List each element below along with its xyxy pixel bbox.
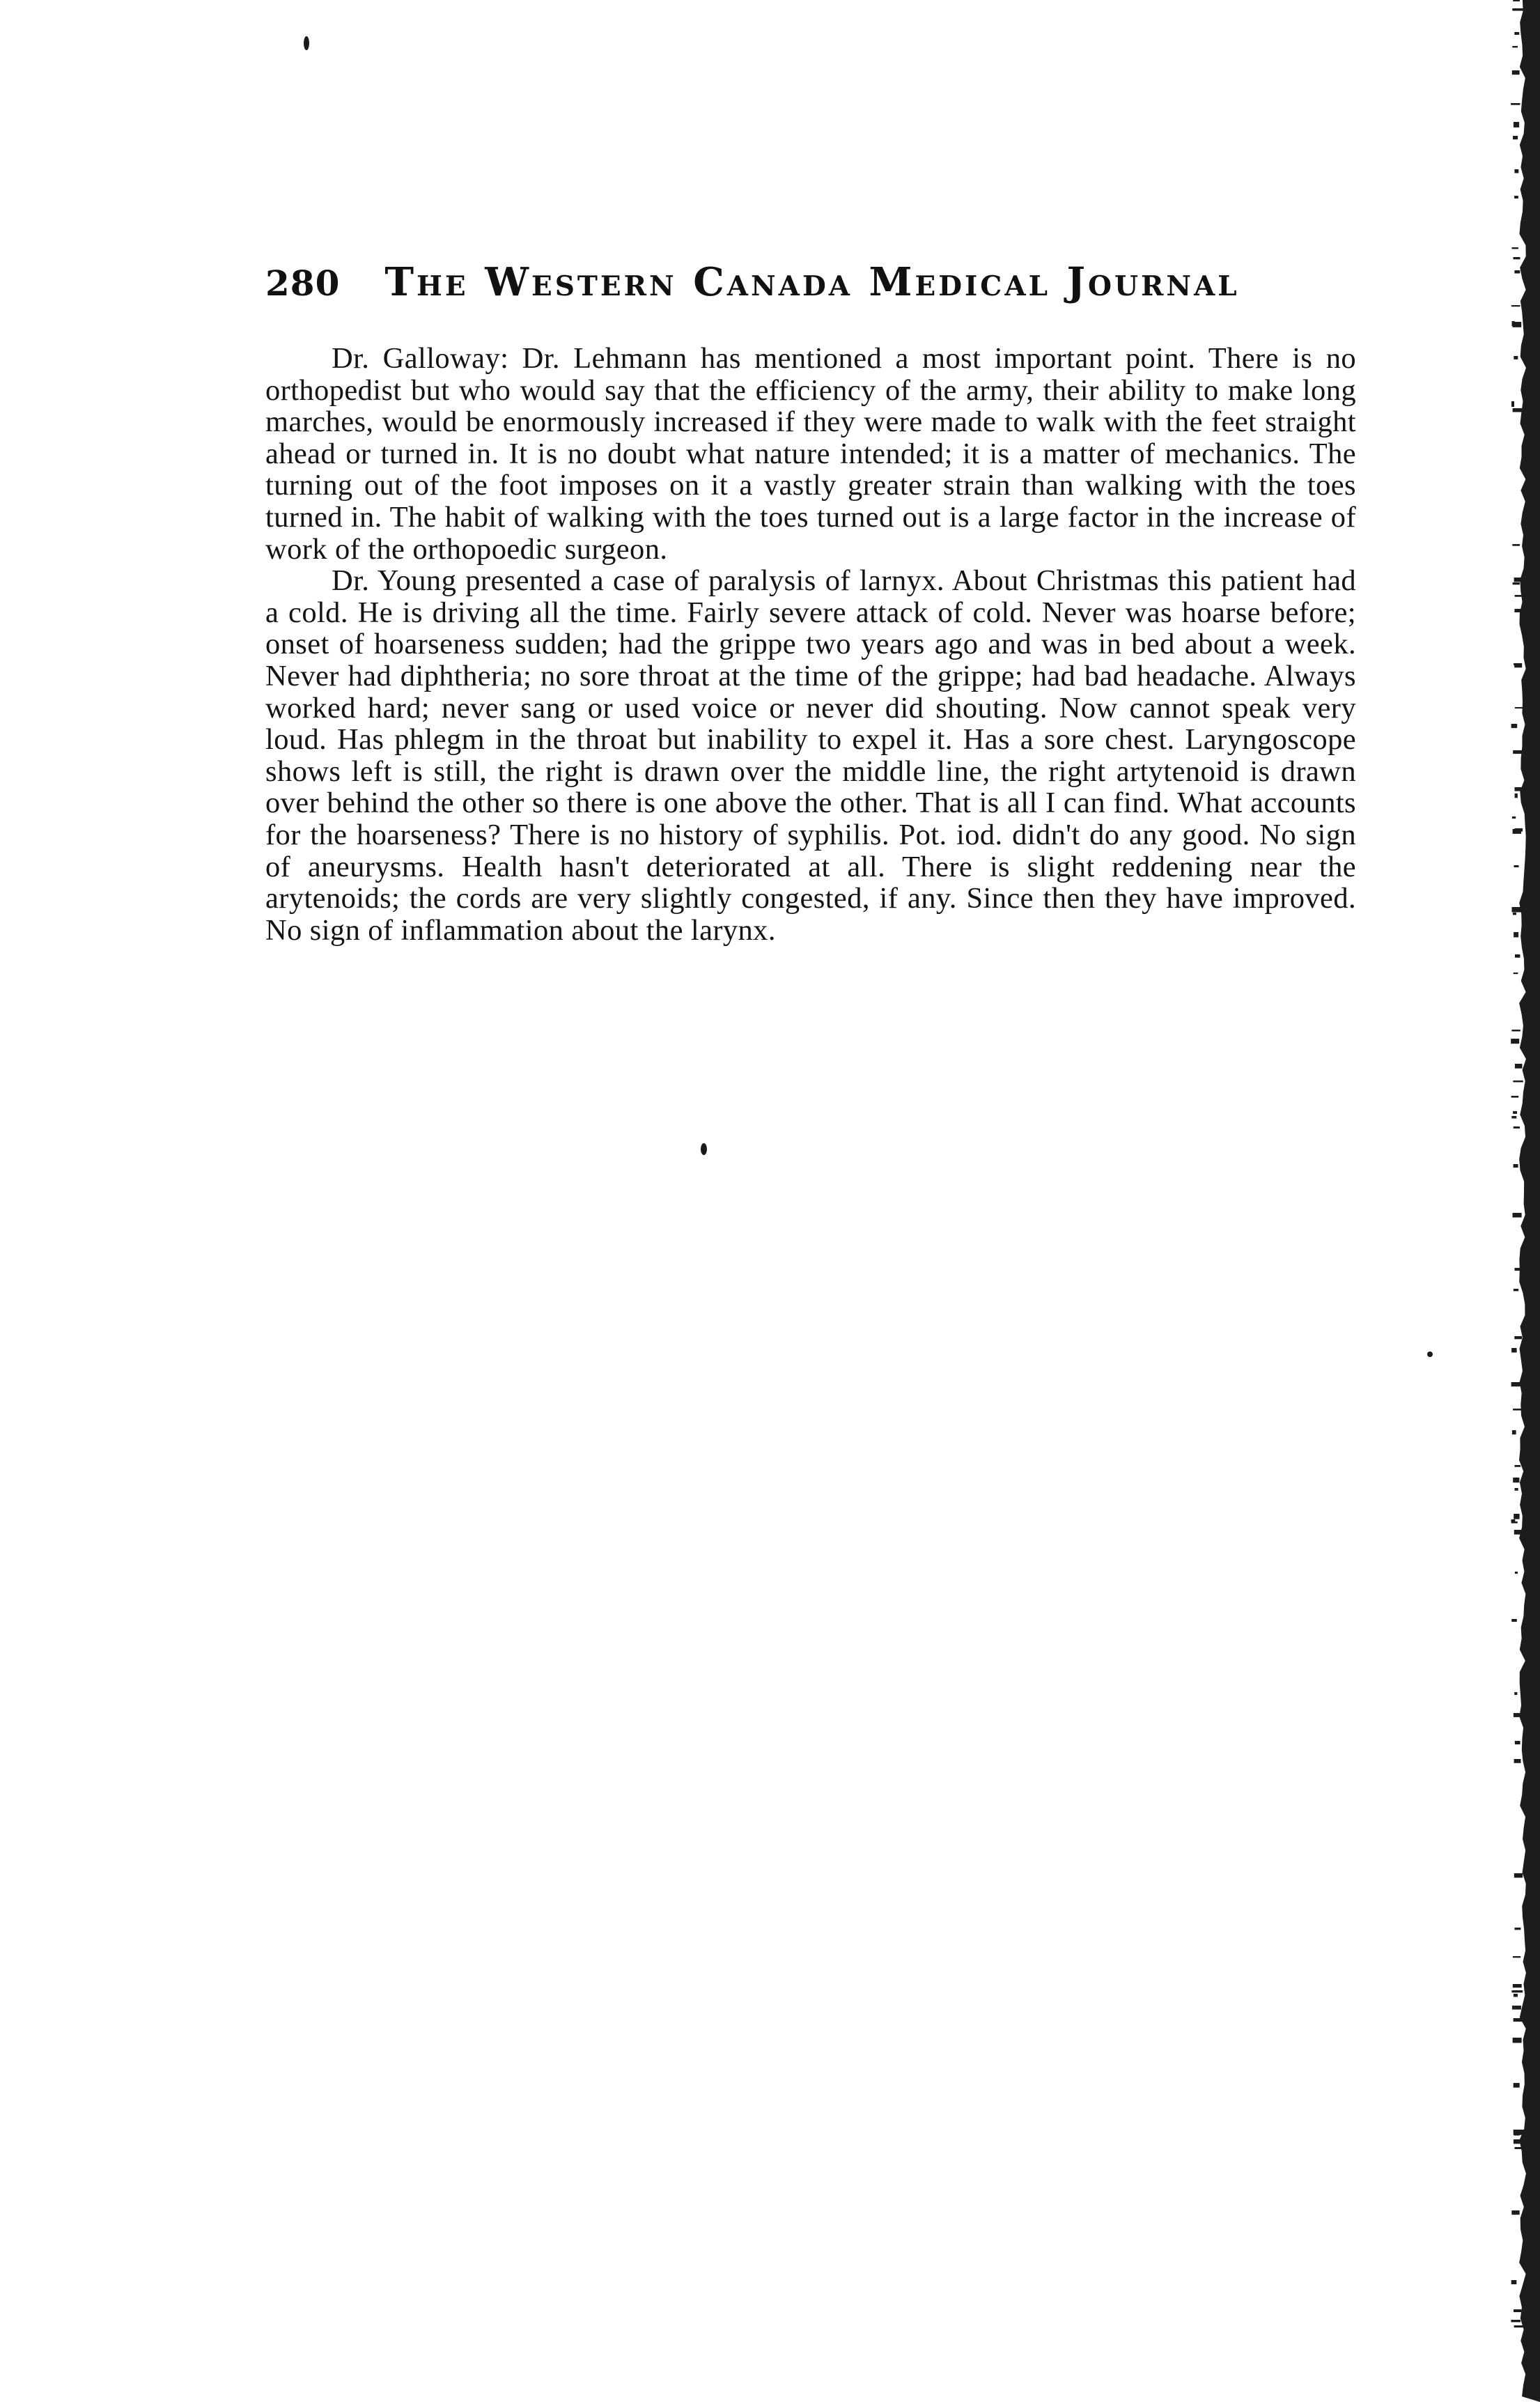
edge-fleck xyxy=(1514,2309,1521,2312)
edge-fleck xyxy=(1511,724,1518,728)
edge-fleck xyxy=(1511,2320,1520,2322)
edge-fleck xyxy=(1515,787,1522,791)
edge-fleck xyxy=(1513,1213,1522,1218)
edge-fleck xyxy=(1514,1994,1518,1997)
edge-fleck xyxy=(1512,2006,1521,2010)
ink-speck xyxy=(701,1143,707,1155)
edge-fleck xyxy=(1515,1488,1518,1491)
edge-fleck xyxy=(1515,1064,1523,1069)
edge-fleck xyxy=(1514,932,1518,938)
edge-fleck xyxy=(1514,609,1521,612)
edge-fleck xyxy=(1514,973,1518,974)
edge-fleck xyxy=(1511,305,1520,307)
edge-fleck xyxy=(1513,2038,1522,2043)
edge-fleck xyxy=(1511,103,1520,105)
edge-fleck xyxy=(1514,663,1522,667)
edge-fleck xyxy=(1511,1039,1519,1044)
edge-fleck xyxy=(1512,816,1516,819)
edge-fleck xyxy=(1511,1116,1516,1119)
edge-fleck xyxy=(1515,1465,1521,1467)
edge-fleck xyxy=(1514,865,1519,867)
edge-fleck xyxy=(1511,1096,1519,1098)
ink-speck xyxy=(304,36,309,50)
edge-fleck xyxy=(1512,8,1523,11)
paragraph-galloway: Dr. Galloway: Dr. Lehmann has mentioned a most important point. There is no orthopedist but who would say that the efficiency of the army, their ability to make long marches, would be enormously increased if they were made to walk with the feet straight ahead or turned in. It is no doubt what nature intended; it is a matter of mechanics. The turning out of the foot imposes on it a vastly greater strain than walking with the toes turned in. The habit of walking with the toes turned out is a large factor in the increase of work of the orthopoedic surgeon. xyxy=(265,342,1356,566)
edge-fleck xyxy=(1512,544,1520,546)
edge-fleck xyxy=(1514,2139,1522,2144)
edge-fleck xyxy=(1514,1692,1517,1695)
scanned-binding-edge xyxy=(1507,0,1540,2402)
edge-fleck xyxy=(1514,2281,1516,2284)
edge-fleck xyxy=(1514,122,1519,127)
edge-fleck xyxy=(1514,1289,1518,1291)
edge-fleck xyxy=(1513,1080,1523,1083)
edge-fleck xyxy=(1514,2083,1520,2088)
edge-fleck xyxy=(1514,196,1518,199)
edge-fleck xyxy=(1514,1873,1523,1877)
edge-fleck xyxy=(1514,2133,1520,2136)
edge-fleck xyxy=(1514,257,1520,259)
edge-fleck xyxy=(1514,1530,1523,1535)
edge-fleck xyxy=(1514,1713,1524,1717)
body-text xyxy=(265,343,1356,946)
edge-fleck xyxy=(1511,2210,1519,2215)
edge-fleck xyxy=(1514,32,1519,35)
edge-fleck xyxy=(1512,46,1518,47)
edge-fleck xyxy=(1514,2018,1524,2022)
edge-fleck xyxy=(1514,169,1518,173)
edge-fleck xyxy=(1511,1382,1520,1386)
edge-fleck xyxy=(1513,582,1520,584)
binding-edge-shadow xyxy=(1519,0,1540,2402)
edge-fleck xyxy=(1515,954,1520,958)
edge-fleck xyxy=(1514,1759,1521,1763)
edge-fleck xyxy=(1514,270,1520,274)
edge-fleck xyxy=(1513,1478,1519,1482)
edge-fleck xyxy=(1514,356,1518,359)
edge-fleck xyxy=(1515,1928,1521,1930)
edge-fleck xyxy=(1515,595,1522,597)
edge-fleck xyxy=(1513,1956,1520,1958)
edge-fleck xyxy=(1514,1126,1520,1129)
edge-fleck xyxy=(1514,1514,1519,1519)
edge-fleck xyxy=(1515,1268,1525,1271)
edge-fleck xyxy=(1513,408,1523,412)
edge-fleck xyxy=(1513,0,1520,1)
edge-fleck xyxy=(1512,247,1518,249)
edge-fleck xyxy=(1512,321,1515,326)
running-head xyxy=(265,259,1254,315)
edge-fleck xyxy=(1511,1348,1517,1353)
edge-fleck xyxy=(1514,1164,1518,1168)
edge-fleck xyxy=(1513,1984,1522,1988)
edge-fleck xyxy=(1513,1409,1521,1411)
journal-title: The Western Canada Medical Journal xyxy=(384,259,1240,305)
edge-fleck xyxy=(1515,1741,1520,1744)
edge-fleck xyxy=(1512,1430,1516,1434)
edge-fleck xyxy=(1515,2147,1523,2149)
edge-fleck xyxy=(1513,750,1523,754)
ink-speck xyxy=(1427,1351,1433,1357)
edge-fleck xyxy=(1512,907,1523,913)
edge-fleck xyxy=(1514,578,1525,582)
edge-fleck xyxy=(1515,793,1518,798)
edge-fleck xyxy=(1515,1572,1518,1574)
edge-fleck xyxy=(1513,829,1521,834)
edge-fleck xyxy=(1511,1990,1523,1992)
page-number: 280 xyxy=(265,263,341,304)
edge-fleck xyxy=(1511,1030,1520,1032)
edge-fleck xyxy=(1514,1336,1522,1339)
edge-fleck xyxy=(1511,1519,1516,1523)
edge-fleck xyxy=(1511,401,1514,407)
edge-fleck xyxy=(1515,707,1526,708)
edge-fleck xyxy=(1513,136,1518,139)
paragraph-young: Dr. Young presented a case of paralysis of larnyx. About Christmas this patient had a cold. He is driving all the time. Fairly severe attack of cold. Never was hoarse before; onset of hoarseness sudden; had the grippe two years ago and was in bed about a week. Never had diphtheria; no sore throat at the time of the grippe; had bad headache. Always worked hard; never sang or used voice or never did shouting. Now cannot speak very loud. Has phlegm in the throat but inability to expel it. Has a sore chest. Laryngoscope shows left is still, the right is drawn over the middle line, the right artytenoid is drawn over behind the other so there is one above the other. That is all I can find. What accounts for the hoarseness? There is no history of syphilis. Pot. iod. didn't do any good. No sign of aneurysms. Health hasn't deteriorated at all. There is slight reddening near the arytenoids; the cords are very slightly congested, if any. Since then they have improved. No sign of inflammation about the larynx. xyxy=(265,564,1356,947)
edge-fleck xyxy=(1511,1619,1517,1622)
edge-fleck xyxy=(1513,913,1516,915)
edge-fleck xyxy=(1514,2325,1525,2327)
edge-fleck xyxy=(1512,70,1520,75)
edge-fleck xyxy=(1513,1111,1517,1114)
